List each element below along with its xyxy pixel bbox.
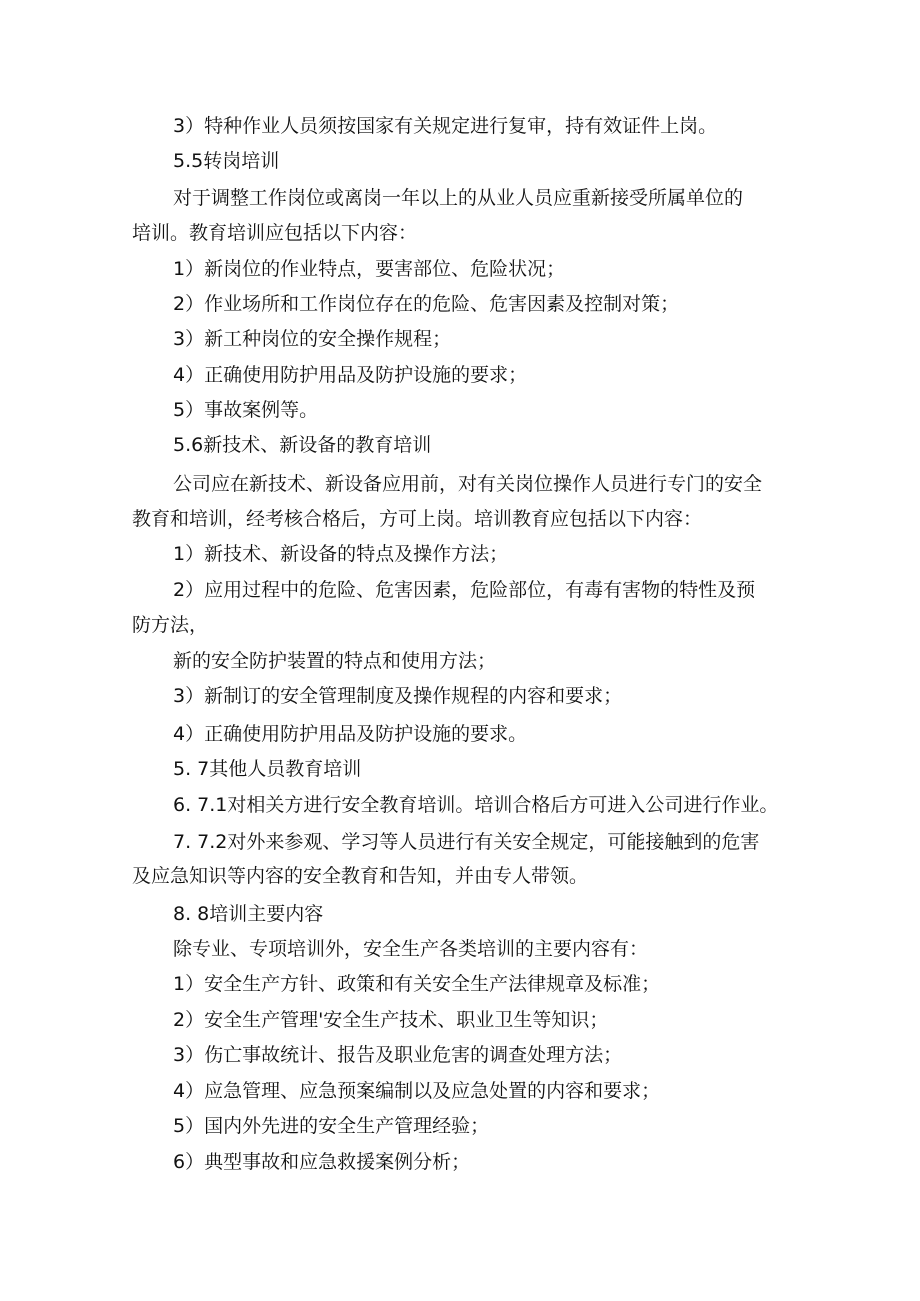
text-line: 新的安全防护装置的特点和使用方法； xyxy=(173,650,497,672)
list-item: 5）国内外先进的安全生产管理经验； xyxy=(173,1115,490,1137)
text-line: 3）特种作业人员须按国家有关规定进行复审，持有效证件上岗。 xyxy=(173,115,718,137)
list-item: 1）新技术、新设备的特点及操作方法； xyxy=(173,543,509,565)
text-line: 除专业、专项培训外，安全生产各类培训的主要内容有： xyxy=(173,938,649,960)
list-item: 4）正确使用防护用品及防护设施的要求； xyxy=(173,364,528,386)
section-heading: 8. 8培训主要内容 xyxy=(173,903,324,925)
list-item: 4）应急管理、应急预案编制以及应急处置的内容和要求； xyxy=(173,1080,661,1102)
section-heading: 5.6新技术、新设备的教育培训 xyxy=(173,434,432,456)
text-line: 7. 7.2对外来参观、学习等人员进行有关安全规定，可能接触到的危害 xyxy=(173,831,760,853)
section-heading: 5. 7其他人员教育培训 xyxy=(173,758,362,780)
text-line: 及应急知识等内容的安全教育和告知，并由专人带领。 xyxy=(132,865,589,887)
list-item: 6）典型事故和应急救援案例分析； xyxy=(173,1151,471,1173)
list-item: 1）新岗位的作业特点，要害部位、危险状况； xyxy=(173,258,566,280)
text-line: 培训。教育培训应包括以下内容： xyxy=(132,222,418,244)
list-item: 2）作业场所和工作岗位存在的危险、危害因素及控制对策； xyxy=(173,293,680,315)
list-item: 3）伤亡事故统计、报告及职业危害的调查处理方法； xyxy=(173,1044,623,1066)
text-line: 防方法， xyxy=(132,614,209,636)
text-line: 6. 7.1对相关方进行安全教育培训。培训合格后方可进入公司进行作业。 xyxy=(173,794,779,816)
list-item: 3）新工种岗位的安全操作规程； xyxy=(173,328,452,350)
section-heading: 5.5转岗培训 xyxy=(173,150,280,172)
list-item: 2）安全生产管理'安全生产技术、职业卫生等知识； xyxy=(173,1009,609,1031)
list-item: 1）安全生产方针、政策和有关安全生产法律规章及标准； xyxy=(173,973,661,995)
list-item: 3）新制订的安全管理制度及操作规程的内容和要求； xyxy=(173,685,623,707)
list-item: 5）事故案例等。 xyxy=(173,399,319,421)
text-line: 公司应在新技术、新设备应用前，对有关岗位操作人员进行专门的安全 xyxy=(173,473,763,495)
list-item: 4）正确使用防护用品及防护设施的要求。 xyxy=(173,723,528,745)
text-line: 对于调整工作岗位或离岗一年以上的从业人员应重新接受所属单位的 xyxy=(173,187,744,209)
text-line: 教育和培训，经考核合格后，方可上岗。培训教育应包括以下内容： xyxy=(132,508,703,530)
list-item: 2）应用过程中的危险、危害因素，危险部位，有毒有害物的特性及预 xyxy=(173,579,756,601)
